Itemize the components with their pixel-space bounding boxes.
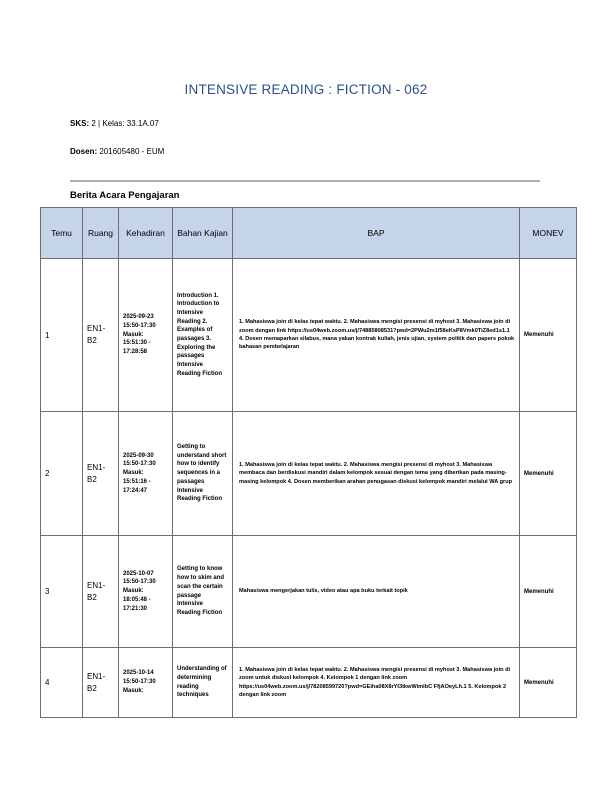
teaching-record-table	[40, 207, 577, 718]
cell-kehadiran: 2025-10-14 15:50-17:30 Masuk:	[119, 648, 173, 718]
cell-bap: 1. Mahasiswa join di kelas tepat waktu. 2. Mahasiswa mengisi presensi di myhost 3. Mahasiswa membaca dan berdiskusi mandiri dalam kelompok sesuai dengan tema yang diberikan pada masing-masing kelompok 4. Dosen memberikan arahan penugasan diskusi kelompok mandiri melalui WA grup	[233, 412, 520, 536]
cell-bahan-kajian: Getting to understand short how to identify sequences in a passages Intensive Reading Fiction	[173, 412, 233, 536]
cell-monev: Memenuhi	[520, 648, 577, 718]
cell-bap: 1. Mahasiswa join di kelas tepat waktu. 2. Mahasiswa mengisi presensi di myhost 3. Mahasiswa join di zoom dengan link https://us04web.zoom.us/j/74885808531?pwd=2PWu2m1f58eKsP8Vmk0TiZ8ed1s1.1 4. Dosen memaparkan silabus, mana yakan kontrak kuliah, jenis ujian, system politik dan papers pokok bahasan pembelajaran	[233, 259, 520, 412]
cell-monev: Memenuhi	[520, 536, 577, 648]
cell-bahan-kajian: Understanding of determining reading techniques	[173, 648, 233, 718]
cell-kehadiran: 2025-10-07 15:50-17:30 Masuk: 18:05:48 - 17:21:30	[119, 536, 173, 648]
table-row	[41, 259, 577, 412]
table-row	[41, 536, 577, 648]
header-bahan-kajian: Bahan Kajian	[173, 208, 233, 259]
cell-monev: Memenuhi	[520, 259, 577, 412]
section-title: Berita Acara Pengajaran	[70, 190, 180, 201]
dosen-label: Dosen:	[70, 147, 98, 156]
table-row	[41, 648, 577, 718]
cell-bahan-kajian: Getting to know how to skim and scan the certain passage Intensive Reading Fiction	[173, 536, 233, 648]
cell-ruang: EN1-B2	[83, 412, 119, 536]
header-kehadiran: Kehadiran	[119, 208, 173, 259]
table-row	[41, 412, 577, 536]
cell-ruang: EN1-B2	[83, 648, 119, 718]
cell-kehadiran: 2025-09-23 15:50-17:30 Masuk: 15:51:30 - 17:28:58	[119, 259, 173, 412]
cell-bahan-kajian: Introduction 1. Introduction to Intensive Reading 2. Examples of passages 3. Exploring the passages Intensive Reading Fiction	[173, 259, 233, 412]
cell-temu: 3	[41, 536, 83, 648]
cell-bap: Mahasiswa mengerjakan tulis, video atau apa buku terkait topik	[233, 536, 520, 648]
cell-ruang: EN1-B2	[83, 259, 119, 412]
cell-temu: 1	[41, 259, 83, 412]
table-header-row	[41, 208, 577, 259]
cell-temu: 4	[41, 648, 83, 718]
divider	[70, 180, 540, 182]
header-ruang: Ruang	[83, 208, 119, 259]
cell-monev: Memenuhi	[520, 412, 577, 536]
header-monev: MONEV	[520, 208, 577, 259]
cell-bap: 1. Mahasiswa join di kelas tepat waktu. 2. Mahasiswa mengisi presensi di myhost 3. Mahasiswa join di zoom untuk diskusi kelompok 4. Kelompok 1 dengan link zoom https://us04web.zoom.us/j/78208599720?pwd=GEiha08X8rYI3tkwWimlbC FfjAOeyLh.1 5. Kelompok 2 dengan link zoom	[233, 648, 520, 718]
sks-class-line	[70, 119, 159, 128]
cell-ruang: EN1-B2	[83, 536, 119, 648]
cell-temu: 2	[41, 412, 83, 536]
header-bap: BAP	[233, 208, 520, 259]
dosen-value: 201605480 - EUM	[99, 147, 165, 156]
cell-kehadiran: 2025-09-30 15:50-17:30 Masuk: 15:51:16 - 17:24:47	[119, 412, 173, 536]
header-temu: Temu	[41, 208, 83, 259]
lecturer-line	[70, 147, 164, 156]
document-title: INTENSIVE READING : FICTION - 062	[184, 82, 428, 97]
sks-value: 2 | Kelas: 33.1A.07	[91, 119, 159, 128]
sks-label: SKS:	[70, 119, 90, 128]
